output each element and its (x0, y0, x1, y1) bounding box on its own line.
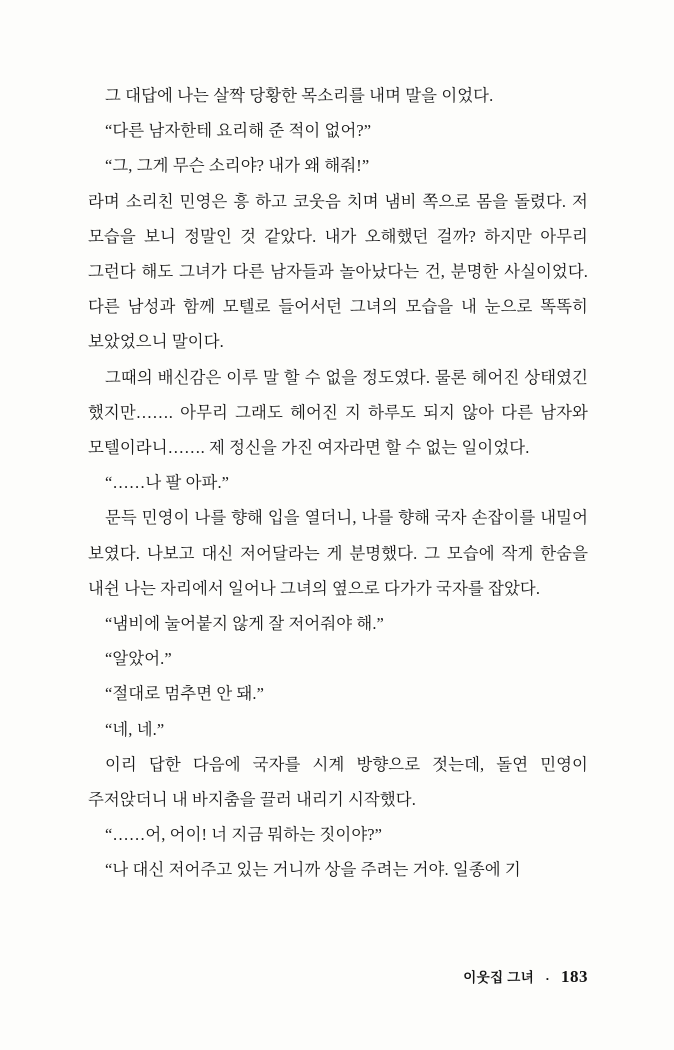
footer-separator: · (545, 970, 550, 986)
paragraph: “나 대신 저어주고 있는 거니까 상을 주려는 거야. 일종에 기 (105, 860, 521, 880)
paragraph: 이리 답한 다음에 국자를 시계 방향으로 젓는데, 돌연 민영이 주저앉더니 내 바지춤을 끌러 내리기 시작했다. (88, 754, 588, 810)
paragraph: “다른 남자한테 요리해 준 적이 없어?” (105, 121, 372, 141)
paragraph: “절대로 멈추면 안 돼.” (105, 684, 265, 704)
paragraph: “알았어.” (105, 649, 172, 669)
paragraph: 문득 민영이 나를 향해 입을 열더니, 나를 향해 국자 손잡이를 내밀어 보였다. 나보고 대신 저어달라는 게 분명했다. 그 모습에 작게 한숨을 내쉰 나는 자리에서 일어나 그녀의 옆으로 다가가 국자를 잡았다. (88, 508, 588, 598)
paragraph: “……어, 어이! 너 지금 뭐하는 짓이야?” (105, 825, 383, 845)
page-number: 183 (561, 967, 588, 986)
paragraph: “네, 네.” (105, 719, 165, 739)
body-text-column (88, 78, 588, 888)
paragraph: “냄비에 눌어붙지 않게 잘 저어줘야 해.” (105, 614, 384, 634)
paragraph: “……나 팔 아파.” (105, 473, 230, 493)
paragraph: 그때의 배신감은 이루 말 할 수 없을 정도였다. 물론 헤어진 상태였긴 했지만……. 아무리 그래도 헤어진 지 하루도 되지 않아 다른 남자와 모텔이라니……. 제 정신을 가진 여자라면 할 수 없는 일이었다. (88, 367, 588, 458)
paragraph: 그 대답에 나는 살짝 당황한 목소리를 내며 말을 이었다. (105, 86, 494, 105)
paragraph: “그, 그게 무슨 소리야? 내가 왜 해줘!” (105, 156, 370, 176)
running-title: 이웃집 그녀 (463, 970, 535, 985)
paragraph: 라며 소리친 민영은 흥 하고 코웃음 치며 냄비 쪽으로 몸을 돌렸다. 저 모습을 보니 정말인 것 같았다. 내가 오해했던 걸까? 하지만 아무리 그런다 해도 그녀가 다른 남자들과 놀아났다는 건, 분명한 사실이었다. 다른 남성과 함께 모텔로 들어서던 그녀의 모습을 내 눈으로 똑똑히 보았었으니 말이다. (88, 191, 588, 352)
page-footer (0, 966, 674, 987)
footer-inner (463, 966, 588, 987)
